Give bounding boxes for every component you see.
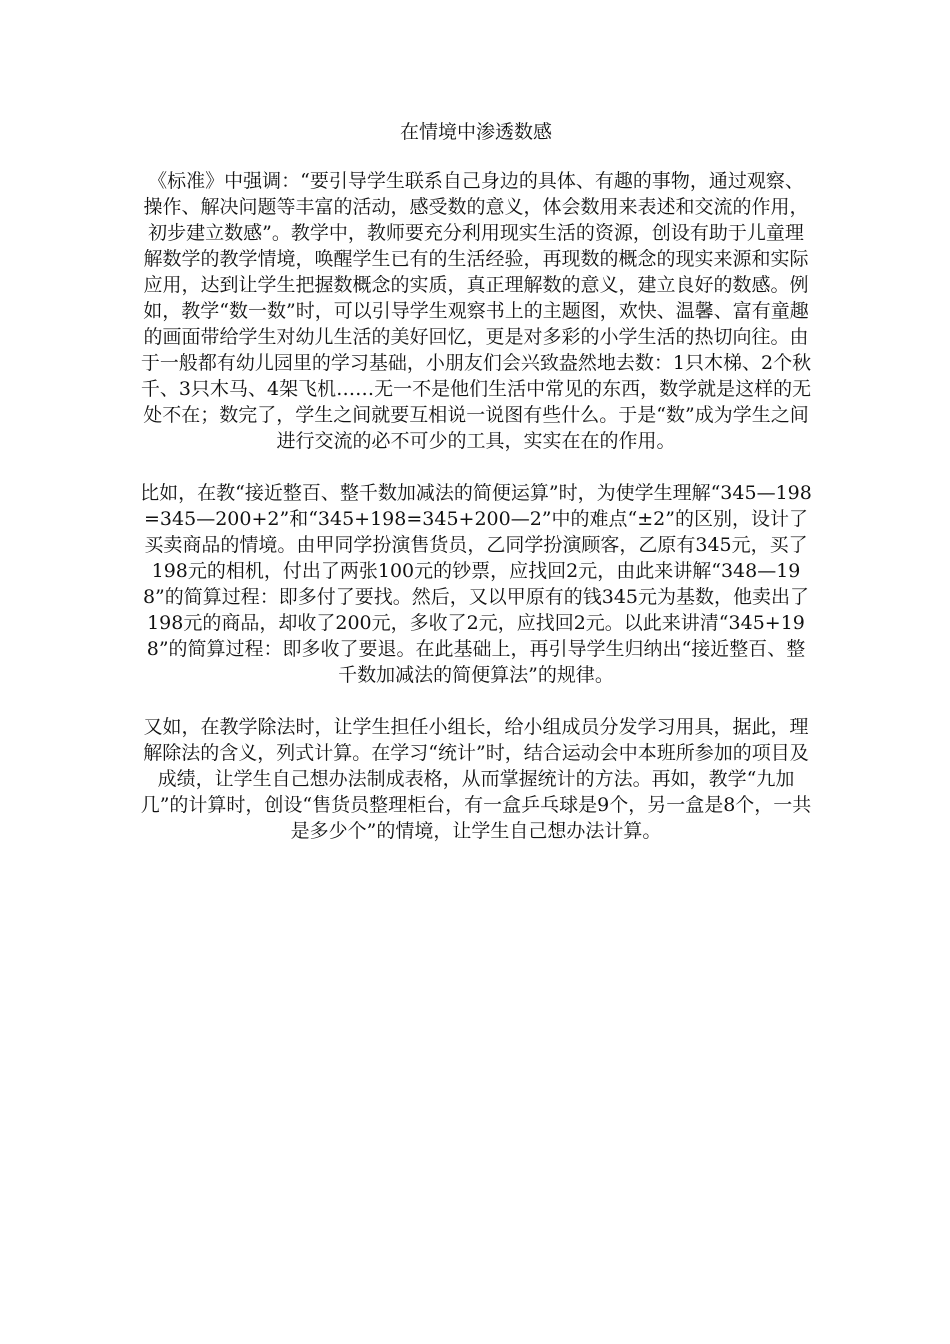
document-body (140, 118, 812, 870)
paragraph-3: 又如，在教学除法时，让学生担任小组长，给小组成员分发学习用具，据此，理解除法的含义，列式计算。在学习“统计”时，结合运动会中本班所参加的项目及成绩，让学生自己想办法制成表格，从而掌握统计的方法。再如，教学“九加几”的计算时，创设“售货员整理柜台，有一盒乒乓球是9个，另一盒是8个，一共是多少个”的情境，让学生自己想办法计算。 (140, 716, 812, 842)
paragraph-1: 《标准》中强调：“要引导学生联系自己身边的具体、有趣的事物，通过观察、操作、解决问题等丰富的活动，感受数的意义，体会数用来表述和交流的作用，初步建立数感”。教学中，教师要充分利用现实生活的资源，创设有助于儿童理解数学的教学情境，唤醒学生已有的生活经验，再现数的概念的现实来源和实际应用，达到让学生把握数概念的实质，真正理解数的意义，建立良好的数感。例如，教学“数一数”时，可以引导学生观察书上的主题图，欢快、温馨、富有童趣的画面带给学生对幼儿生活的美好回忆，更是对多彩的小学生活的热切向往。由于一般都有幼儿园里的学习基础，小朋友们会兴致盎然地去数：1只木梯、2个秋千、3只木马、4架飞机……无一不是他们生活中常见的东西，数学就是这样的无处不在；数完了，学生之间就要互相说一说图有些什么。于是“数”成为学生之间进行交流的必不可少的工具，实实在在的作用。 (140, 170, 812, 452)
paragraph-2: 比如，在教“接近整百、整千数加减法的简便运算”时，为使学生理解“345—198=345—200+2”和“345+198=345+200—2”中的难点“±2”的区别，设计了买卖商品的情境。由甲同学扮演售货员，乙同学扮演顾客，乙原有345元，买了198元的相机，付出了两张100元的钞票，应找回2元，由此来讲解“348—198”的简算过程：即多付了要找。然后，又以甲原有的钱345元为基数，他卖出了198元的商品，却收了200元，多收了2元，应找回2元。以此来讲清“345+198”的简算过程：即多收了要退。在此基础上，再引导学生归纳出“接近整百、整千数加减法的简便算法”的规律。 (140, 482, 812, 686)
document-title: 在情境中渗透数感 (399, 121, 552, 143)
